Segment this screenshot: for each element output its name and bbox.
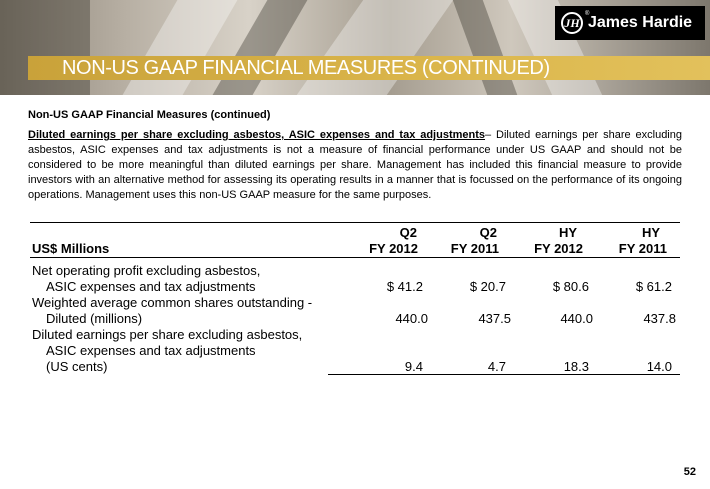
- table-cell: 440.0: [560, 311, 593, 326]
- col-header-bottom: FY 2012: [534, 241, 583, 256]
- row-label: Weighted average common shares outstanding -: [32, 295, 313, 310]
- james-hardie-logo: [555, 6, 705, 40]
- table-cell: 437.5: [478, 311, 511, 326]
- paragraph-body: – Diluted earnings per share excluding asbestos, ASIC expenses and tax adjustments is not a measure of financial performance under US GAAP and should not be considered to be more meaningful than diluted earnings per share. Management has included this financial measure to provide investors with an alternative method for assessing its operating results in a manner that is focussed on the performance of its ongoing operations. Management uses this non-US GAAP measure for the same purposes.: [28, 129, 682, 201]
- col-header-bottom: FY 2012: [369, 241, 418, 256]
- col-header-bottom: FY 2011: [618, 241, 667, 256]
- header-rule: [30, 257, 680, 258]
- col-header-top: Q2: [399, 225, 417, 240]
- section-heading: Non-US GAAP Financial Measures (continued): [28, 109, 271, 121]
- table-top-rule: [30, 222, 680, 223]
- table-cell: 437.8: [643, 311, 676, 326]
- table-cell: $ 80.6: [552, 279, 589, 294]
- table-cell: 9.4: [404, 359, 423, 374]
- row-label: Diluted (millions): [46, 311, 143, 326]
- row-label: Net operating profit excluding asbestos,: [32, 263, 261, 278]
- header-banner: [0, 0, 710, 95]
- table-bottom-rule: [328, 374, 680, 375]
- row-label: Diluted earnings per share excluding asbestos,: [32, 327, 303, 342]
- description-paragraph: [28, 128, 682, 203]
- table-cell: $ 41.2: [386, 279, 423, 294]
- row-header-label: US$ Millions: [32, 241, 110, 256]
- col-header-top: HY: [641, 225, 660, 240]
- table-cell: $ 20.7: [469, 279, 506, 294]
- brand-name: James Hardie: [588, 14, 693, 31]
- jh-logo-icon: JH: [561, 12, 583, 34]
- col-header-top: Q2: [479, 225, 497, 240]
- row-label: ASIC expenses and tax adjustments: [46, 279, 256, 294]
- col-header-top: HY: [558, 225, 577, 240]
- registered-mark: ®: [585, 11, 590, 17]
- row-label: ASIC expenses and tax adjustments: [46, 343, 256, 358]
- table-cell: 14.0: [646, 359, 672, 374]
- page-number: 52: [683, 466, 696, 478]
- table-cell: 440.0: [395, 311, 428, 326]
- table-cell: 4.7: [487, 359, 506, 374]
- col-header-bottom: FY 2011: [450, 241, 499, 256]
- table-cell: $ 61.2: [635, 279, 672, 294]
- table-cell: 18.3: [563, 359, 589, 374]
- row-label: (US cents): [46, 359, 108, 374]
- title-bar: [28, 56, 710, 80]
- slide-title: NON-US GAAP FINANCIAL MEASURES (CONTINUED): [62, 57, 550, 79]
- paragraph-lead: Diluted earnings per share excluding asbestos, ASIC expenses and tax adjustments: [28, 129, 486, 141]
